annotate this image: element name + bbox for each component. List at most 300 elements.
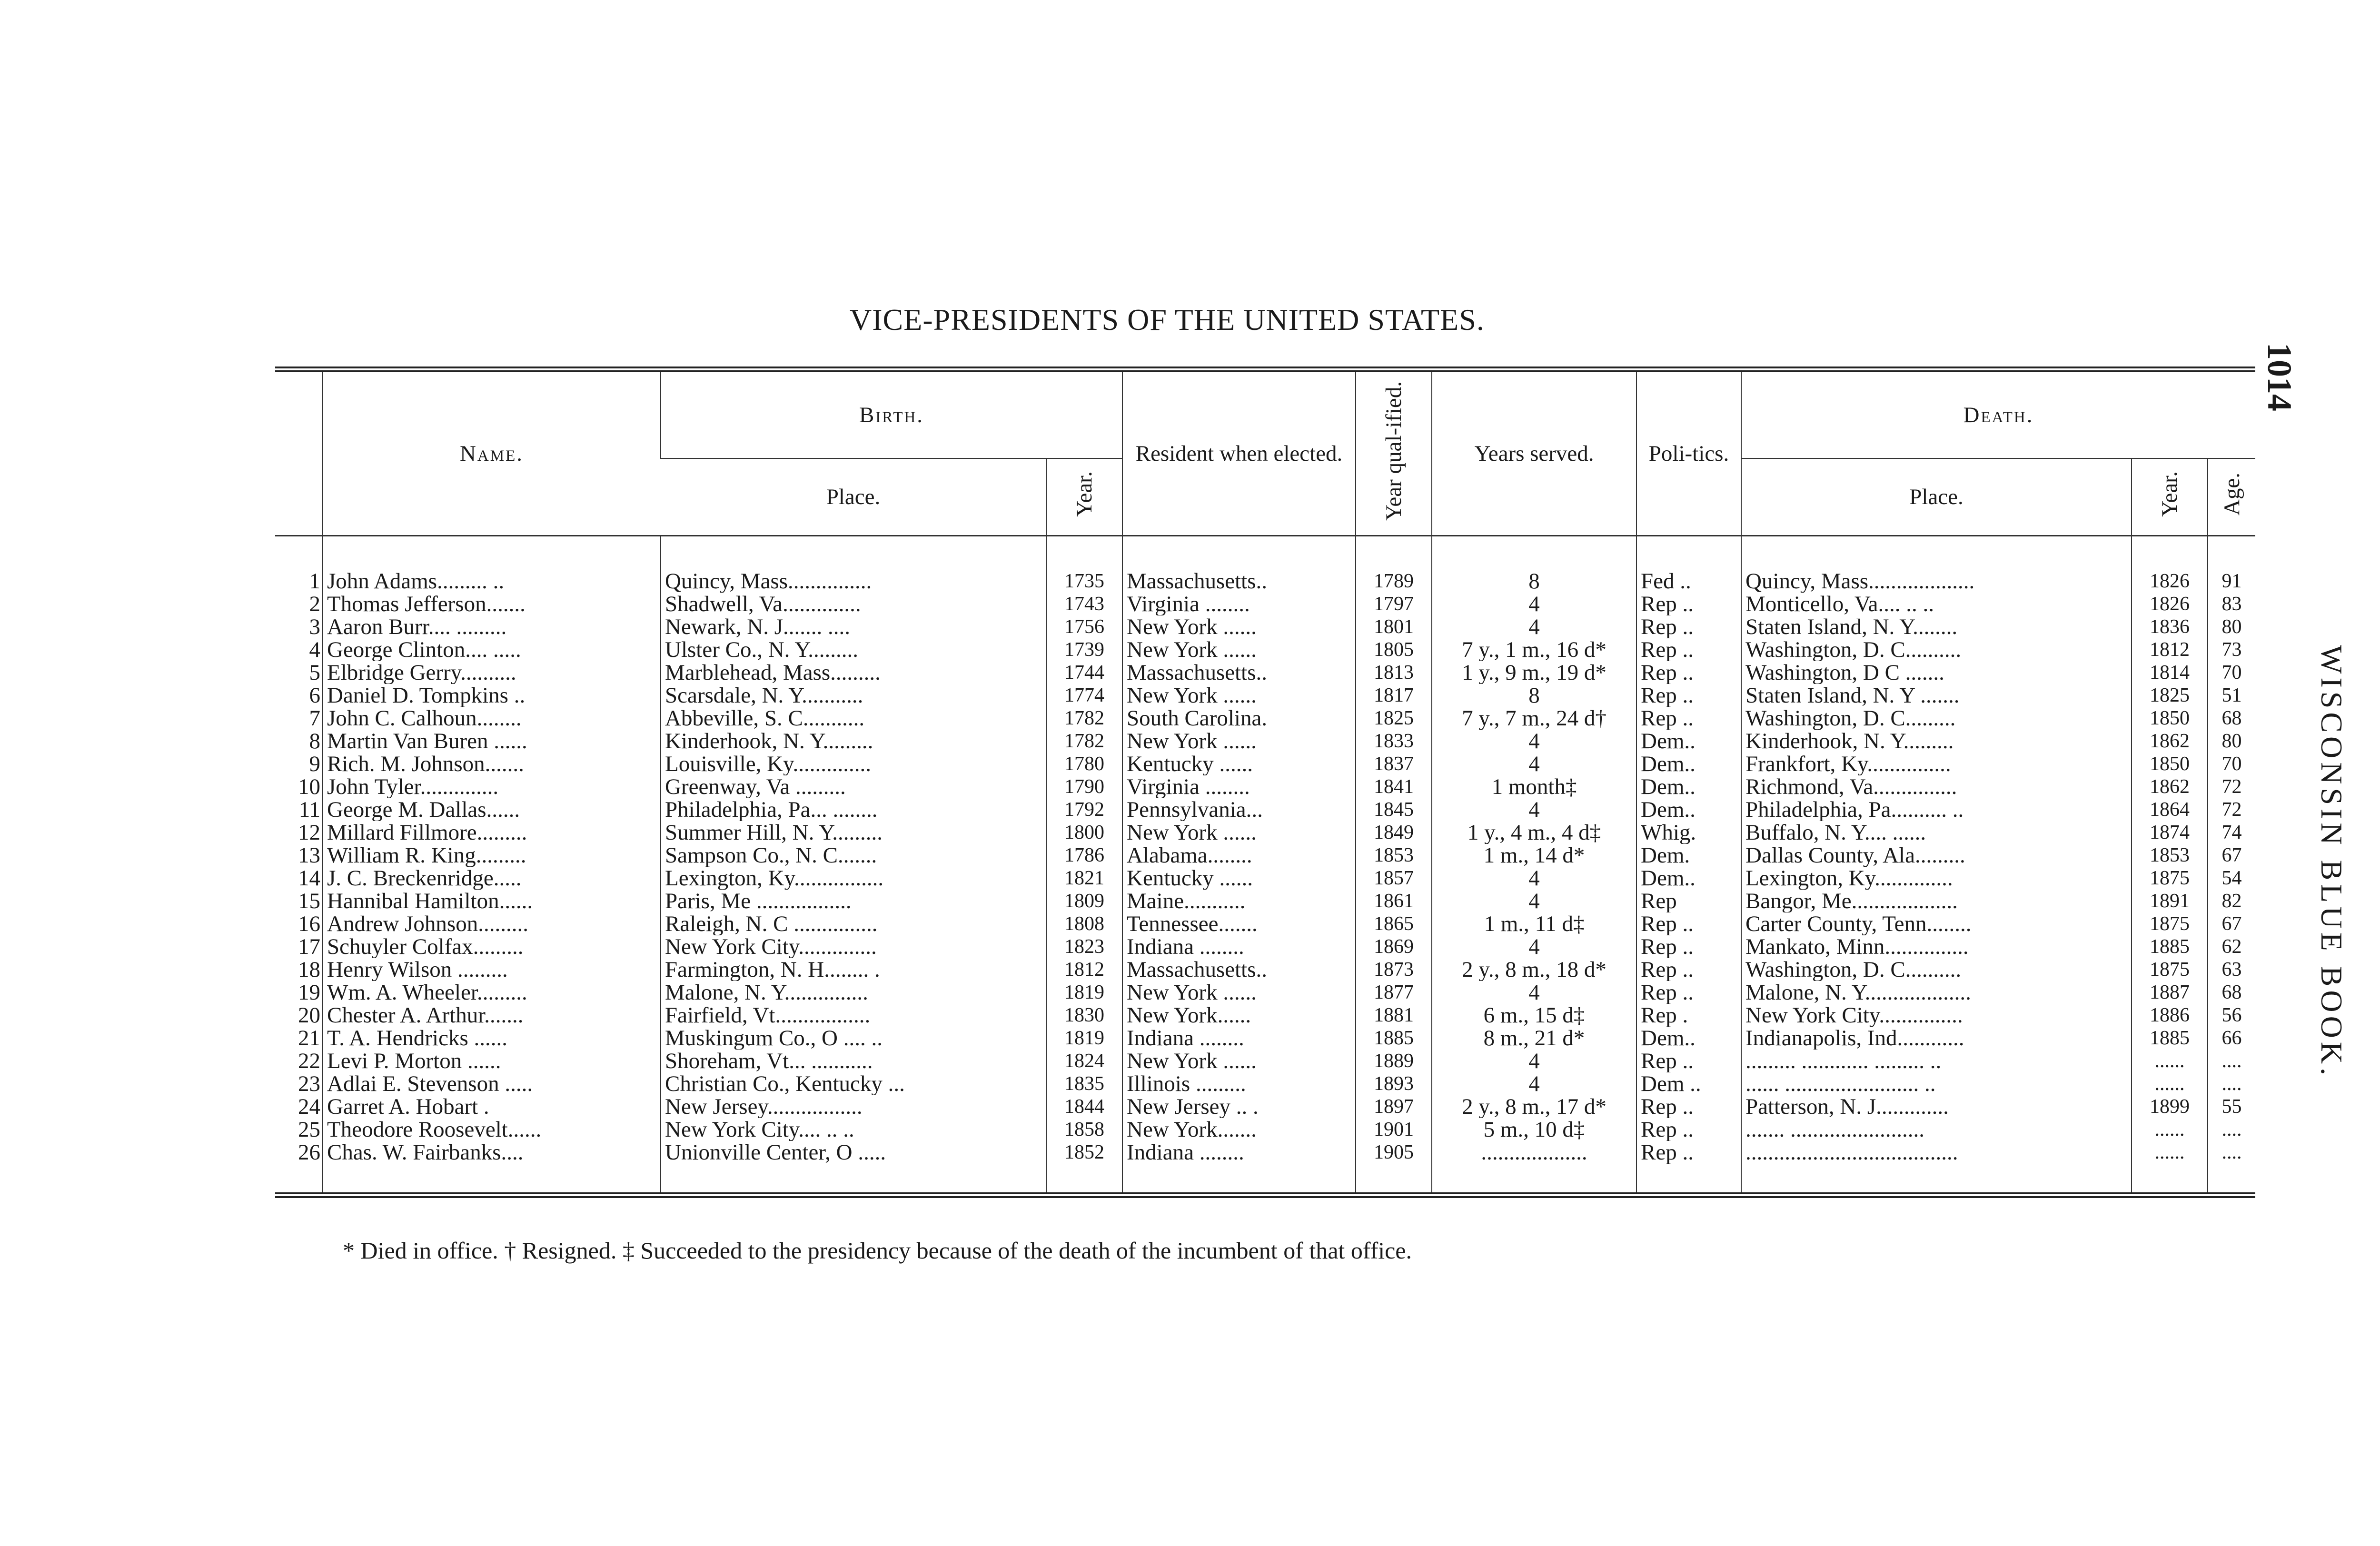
politics-cell: Dem.. [1636,753,1741,775]
death-place-cell: Mankato, Minn............... [1741,935,2132,958]
birth-year-cell: 1824 [1046,1050,1122,1072]
birth-place-cell: Christian Co., Kentucky ... [661,1072,1046,1095]
resident-cell: New York ...... [1122,821,1356,844]
death-place-cell: ....... ........................ [1741,1118,2132,1141]
death-age-cell: 70 [2208,661,2255,684]
death-year-cell: 1875 [2132,912,2208,935]
birth-place-cell: Ulster Co., N. Y......... [661,638,1046,661]
birth-place-cell: Malone, N. Y............... [661,981,1046,1004]
death-year-cell: 1887 [2132,981,2208,1004]
year-qualified-cell: 1861 [1356,890,1432,912]
name-header: Name. [323,369,661,536]
row-number: 17 [298,935,320,958]
politics-cell: Rep [1636,890,1741,912]
birth-year-cell: 1786 [1046,844,1122,867]
year-qualified-cell: 1845 [1356,798,1432,821]
death-header: Death. [1741,369,2255,458]
years-served-cell: 1 y., 4 m., 4 d‡ [1432,821,1636,844]
years-served-cell: 1 m., 11 d‡ [1432,912,1636,935]
table-row [275,707,2255,730]
row-number: 20 [298,1004,320,1027]
row-number: 4 [309,638,320,661]
death-place-cell: ...... ........................ .. [1741,1072,2132,1095]
death-place-cell: Philadelphia, Pa.......... .. [1741,798,2132,821]
politics-cell: Dem. [1636,844,1741,867]
years-served-cell: 4 [1432,615,1636,638]
row-number: 6 [309,684,320,707]
table-row [275,615,2255,638]
politics-cell: Rep . [1636,1004,1741,1027]
resident-cell: Indiana ........ [1122,1027,1356,1050]
year-qualified-cell: 1865 [1356,912,1432,935]
politics-cell: Dem.. [1636,775,1741,798]
name-cell: Daniel D. Tompkins .. [323,684,661,707]
year-qualified-cell: 1905 [1356,1141,1432,1195]
death-age-cell: 66 [2208,1027,2255,1050]
death-age-cell: .... [2208,1141,2255,1195]
row-number: 22 [298,1050,320,1072]
table-row [275,935,2255,958]
birth-year-cell: 1844 [1046,1095,1122,1118]
death-age-cell: 67 [2208,844,2255,867]
name-cell: Levi P. Morton ...... [323,1050,661,1072]
row-number: 26 [298,1141,320,1165]
resident-cell: South Carolina. [1122,707,1356,730]
resident-cell: Massachusetts.. [1122,661,1356,684]
birth-year-cell: 1743 [1046,593,1122,615]
resident-cell: Virginia ........ [1122,593,1356,615]
years-served-cell: 4 [1432,935,1636,958]
birth-place-cell: Summer Hill, N. Y......... [661,821,1046,844]
birth-year-cell: 1858 [1046,1118,1122,1141]
table-row [275,593,2255,615]
politics-cell: Rep .. [1636,1095,1741,1118]
resident-cell: New Jersey .. . [1122,1095,1356,1118]
death-place-cell: Quincy, Mass................... [1741,536,2132,593]
death-age-cell: 80 [2208,730,2255,753]
table-row [275,1050,2255,1072]
birth-place-cell: Raleigh, N. C ............... [661,912,1046,935]
resident-cell: Indiana ........ [1122,1141,1356,1195]
table-row [275,958,2255,981]
resident-cell: New York ...... [1122,1050,1356,1072]
year-qualified-cell: 1789 [1356,536,1432,593]
year-qualified-cell: 1853 [1356,844,1432,867]
name-cell: John Adams......... .. [323,536,661,593]
politics-cell: Rep .. [1636,1050,1741,1072]
death-year-cell: ...... [2132,1118,2208,1141]
resident-header: Resident when elected. [1122,369,1356,536]
row-number: 7 [309,707,320,730]
birth-year-cell: 1819 [1046,1027,1122,1050]
name-cell: Thomas Jefferson....... [323,593,661,615]
death-place-cell: Washington, D. C.......... [1741,638,2132,661]
birth-place-cell: Quincy, Mass............... [661,536,1046,593]
death-age-cell: 80 [2208,615,2255,638]
death-year-cell: 1886 [2132,1004,2208,1027]
row-number: 10 [298,775,320,798]
page-number: 1014 [2261,343,2299,411]
death-age-cell: 70 [2208,753,2255,775]
birth-place-cell: Lexington, Ky................ [661,867,1046,890]
resident-cell: Illinois ......... [1122,1072,1356,1095]
death-year-cell: 1814 [2132,661,2208,684]
row-number: 16 [298,912,320,935]
name-cell: George Clinton.... ..... [323,638,661,661]
birth-year-cell: 1823 [1046,935,1122,958]
death-age-cell: 51 [2208,684,2255,707]
death-place-cell: Patterson, N. J............. [1741,1095,2132,1118]
row-number: 19 [298,981,320,1004]
birth-place-cell: Fairfield, Vt................. [661,1004,1046,1027]
table-row [275,1095,2255,1118]
birth-place-cell: Sampson Co., N. C....... [661,844,1046,867]
death-place-cell: Monticello, Va.... .. .. [1741,593,2132,615]
death-place-cell: Bangor, Me................... [1741,890,2132,912]
table-row [275,981,2255,1004]
year-qualified-cell: 1893 [1356,1072,1432,1095]
birth-year-cell: 1735 [1046,536,1122,593]
death-place-cell: Washington, D. C......... [1741,707,2132,730]
table-row [275,912,2255,935]
name-cell: John C. Calhoun........ [323,707,661,730]
resident-cell: New York ...... [1122,684,1356,707]
year-qualified-cell: 1901 [1356,1118,1432,1141]
name-cell: William R. King......... [323,844,661,867]
death-age-cell: 68 [2208,981,2255,1004]
death-year-cell: 1874 [2132,821,2208,844]
name-cell: Garret A. Hobart . [323,1095,661,1118]
birth-place-cell: Unionville Center, O ..... [661,1141,1046,1195]
politics-cell: Rep .. [1636,615,1741,638]
politics-cell: Dem.. [1636,798,1741,821]
year-qualified-cell: 1869 [1356,935,1432,958]
table-row [275,638,2255,661]
resident-cell: Massachusetts.. [1122,958,1356,981]
birth-place-cell: Abbeville, S. C........... [661,707,1046,730]
birth-place-cell: Louisville, Ky.............. [661,753,1046,775]
death-place-cell: ......... ............ ......... .. [1741,1050,2132,1072]
politics-cell: Rep .. [1636,935,1741,958]
years-served-cell: 4 [1432,730,1636,753]
table-row [275,753,2255,775]
table-row [275,661,2255,684]
death-place-cell: Carter County, Tenn........ [1741,912,2132,935]
name-cell: Adlai E. Stevenson ..... [323,1072,661,1095]
death-year-cell: 1826 [2132,593,2208,615]
birth-year-cell: 1852 [1046,1141,1122,1195]
table-row [275,684,2255,707]
resident-cell: Pennsylvania... [1122,798,1356,821]
politics-cell: Rep .. [1636,1118,1741,1141]
name-cell: John Tyler.............. [323,775,661,798]
death-year-cell: 1850 [2132,753,2208,775]
year-qualified-cell: 1833 [1356,730,1432,753]
death-age-cell: 91 [2208,536,2255,593]
death-year-cell: ...... [2132,1072,2208,1095]
birth-place-cell: Paris, Me ................. [661,890,1046,912]
years-served-cell: 4 [1432,593,1636,615]
resident-cell: Alabama........ [1122,844,1356,867]
year-qualified-cell: 1805 [1356,638,1432,661]
row-number: 3 [309,615,320,638]
death-age-cell: 63 [2208,958,2255,981]
page-title: VICE-PRESIDENTS OF THE UNITED STATES. [850,303,1485,337]
birth-year-cell: 1830 [1046,1004,1122,1027]
resident-cell: New York...... [1122,1004,1356,1027]
years-served-cell: 1 y., 9 m., 19 d* [1432,661,1636,684]
name-cell: Henry Wilson ......... [323,958,661,981]
politics-cell: Rep .. [1636,958,1741,981]
vice-presidents-table [275,367,2255,1198]
birth-place-cell: Kinderhook, N. Y......... [661,730,1046,753]
death-year-cell: 1825 [2132,684,2208,707]
row-number: 9 [309,753,320,775]
resident-cell: Tennessee....... [1122,912,1356,935]
row-number-header [275,369,323,536]
death-place-cell: Kinderhook, N. Y......... [1741,730,2132,753]
death-year-cell: 1853 [2132,844,2208,867]
resident-cell: New York ...... [1122,981,1356,1004]
table-row [275,1072,2255,1095]
years-served-cell: 7 y., 7 m., 24 d† [1432,707,1636,730]
death-place-cell: Staten Island, N. Y ....... [1741,684,2132,707]
birth-year-cell: 1835 [1046,1072,1122,1095]
birth-year-cell: 1812 [1046,958,1122,981]
year-qualified-cell: 1885 [1356,1027,1432,1050]
birth-year-cell: 1756 [1046,615,1122,638]
name-cell: Schuyler Colfax......... [323,935,661,958]
name-cell: Hannibal Hamilton...... [323,890,661,912]
row-number: 14 [298,867,320,890]
death-year-cell: 1850 [2132,707,2208,730]
death-year-cell: 1836 [2132,615,2208,638]
death-place-cell: Indianapolis, Ind............ [1741,1027,2132,1050]
birth-year-cell: 1782 [1046,730,1122,753]
years-served-cell: 4 [1432,1050,1636,1072]
year-qualified-header: Year qual-ified. [1356,369,1432,536]
book-title: WISCONSIN BLUE BOOK. [2315,645,2349,1079]
year-qualified-cell: 1801 [1356,615,1432,638]
years-served-cell: 1 month‡ [1432,775,1636,798]
death-place-cell: Richmond, Va............... [1741,775,2132,798]
table-row [275,1118,2255,1141]
birth-year-cell: 1782 [1046,707,1122,730]
death-place-cell: Lexington, Ky.............. [1741,867,2132,890]
death-age-cell: 68 [2208,707,2255,730]
row-number: 23 [298,1072,320,1095]
row-number: 12 [298,821,320,844]
birth-place-cell: Farmington, N. H........ . [661,958,1046,981]
years-served-header: Years served. [1432,369,1636,536]
birth-place-cell: Shoreham, Vt... ........... [661,1050,1046,1072]
years-served-cell: ................... [1432,1141,1636,1195]
year-qualified-cell: 1857 [1356,867,1432,890]
birth-header: Birth. [661,369,1122,458]
years-served-cell: 6 m., 15 d‡ [1432,1004,1636,1027]
death-place-cell: Frankfort, Ky............... [1741,753,2132,775]
death-age-cell: 73 [2208,638,2255,661]
death-year-cell: 1812 [2132,638,2208,661]
death-age-cell: .... [2208,1050,2255,1072]
row-number: 18 [298,958,320,981]
death-year-cell: ...... [2132,1050,2208,1072]
name-cell: Andrew Johnson......... [323,912,661,935]
birth-place-cell: Greenway, Va ......... [661,775,1046,798]
politics-header: Poli-tics. [1636,369,1741,536]
death-age-cell: 56 [2208,1004,2255,1027]
death-year-cell: 1862 [2132,775,2208,798]
birth-year-cell: 1792 [1046,798,1122,821]
politics-cell: Rep .. [1636,912,1741,935]
name-cell: Martin Van Buren ...... [323,730,661,753]
politics-cell: Dem .. [1636,1072,1741,1095]
resident-cell: Massachusetts.. [1122,536,1356,593]
years-served-cell: 5 m., 10 d‡ [1432,1118,1636,1141]
death-age-cell: 82 [2208,890,2255,912]
name-cell: Wm. A. Wheeler......... [323,981,661,1004]
name-cell: Theodore Roosevelt...... [323,1118,661,1141]
table-row [275,867,2255,890]
table-body [275,536,2255,1196]
politics-cell: Rep .. [1636,684,1741,707]
row-number: 21 [298,1027,320,1050]
table-row [275,1141,2255,1195]
resident-cell: Kentucky ...... [1122,753,1356,775]
years-served-cell: 2 y., 8 m., 17 d* [1432,1095,1636,1118]
table-row [275,1027,2255,1050]
death-age-cell: 74 [2208,821,2255,844]
politics-cell: Dem.. [1636,1027,1741,1050]
death-place-cell: New York City............... [1741,1004,2132,1027]
name-cell: Millard Fillmore......... [323,821,661,844]
years-served-cell: 4 [1432,981,1636,1004]
year-qualified-cell: 1873 [1356,958,1432,981]
politics-cell: Dem.. [1636,867,1741,890]
politics-cell: Rep .. [1636,981,1741,1004]
years-served-cell: 4 [1432,1072,1636,1095]
table-row [275,844,2255,867]
birth-place-cell: Marblehead, Mass......... [661,661,1046,684]
years-served-cell: 4 [1432,753,1636,775]
resident-cell: New York ...... [1122,638,1356,661]
year-qualified-cell: 1877 [1356,981,1432,1004]
year-qualified-cell: 1881 [1356,1004,1432,1027]
year-qualified-cell: 1813 [1356,661,1432,684]
table-row [275,775,2255,798]
death-year-cell: 1885 [2132,935,2208,958]
table-row [275,536,2255,593]
death-place-cell: ...................................... [1741,1141,2132,1195]
death-year-cell: 1891 [2132,890,2208,912]
years-served-cell: 8 [1432,536,1636,593]
birth-year-cell: 1808 [1046,912,1122,935]
name-cell: T. A. Hendricks ...... [323,1027,661,1050]
death-year-cell: 1875 [2132,958,2208,981]
death-year-cell: 1885 [2132,1027,2208,1050]
politics-cell: Dem.. [1636,730,1741,753]
years-served-cell: 8 m., 21 d* [1432,1027,1636,1050]
table-row [275,821,2255,844]
row-number: 2 [309,593,320,615]
death-age-cell: 72 [2208,775,2255,798]
year-qualified-cell: 1849 [1356,821,1432,844]
year-qualified-cell: 1897 [1356,1095,1432,1118]
birth-place-cell: New York City.... .. .. [661,1118,1046,1141]
table-row [275,890,2255,912]
row-number: 15 [298,890,320,912]
resident-cell: Indiana ........ [1122,935,1356,958]
death-age-cell: .... [2208,1072,2255,1095]
row-number: 11 [298,798,320,821]
resident-cell: New York ...... [1122,615,1356,638]
politics-cell: Rep .. [1636,661,1741,684]
politics-cell: Whig. [1636,821,1741,844]
birth-place-cell: Philadelphia, Pa... ........ [661,798,1046,821]
years-served-cell: 8 [1432,684,1636,707]
politics-cell: Rep .. [1636,638,1741,661]
name-cell: Chester A. Arthur....... [323,1004,661,1027]
death-year-header: Year. [2132,458,2208,536]
table-row [275,1004,2255,1027]
row-number: 5 [309,661,320,684]
birth-year-cell: 1780 [1046,753,1122,775]
death-place-cell: Washington, D. C.......... [1741,958,2132,981]
year-qualified-cell: 1825 [1356,707,1432,730]
name-cell: Aaron Burr.... ......... [323,615,661,638]
years-served-cell: 1 m., 14 d* [1432,844,1636,867]
politics-cell: Rep .. [1636,1141,1741,1195]
death-year-cell: 1862 [2132,730,2208,753]
resident-cell: Virginia ........ [1122,775,1356,798]
resident-cell: New York ...... [1122,730,1356,753]
birth-year-cell: 1821 [1046,867,1122,890]
year-qualified-cell: 1837 [1356,753,1432,775]
name-cell: Chas. W. Fairbanks.... [323,1141,661,1195]
years-served-cell: 4 [1432,890,1636,912]
politics-cell: Rep .. [1636,707,1741,730]
years-served-cell: 4 [1432,798,1636,821]
birth-place-header: Place. [826,485,881,509]
year-qualified-cell: 1889 [1356,1050,1432,1072]
birth-year-cell: 1819 [1046,981,1122,1004]
death-year-cell: 1864 [2132,798,2208,821]
birth-place-cell: Newark, N. J....... .... [661,615,1046,638]
death-year-cell: 1826 [2132,536,2208,593]
birth-year-cell: 1790 [1046,775,1122,798]
birth-year-cell: 1809 [1046,890,1122,912]
name-cell: Rich. M. Johnson....... [323,753,661,775]
resident-cell: New York....... [1122,1118,1356,1141]
politics-cell: Rep .. [1636,593,1741,615]
birth-year-cell: 1800 [1046,821,1122,844]
death-age-cell: 67 [2208,912,2255,935]
year-qualified-cell: 1841 [1356,775,1432,798]
years-served-cell: 7 y., 1 m., 16 d* [1432,638,1636,661]
resident-cell: Kentucky ...... [1122,867,1356,890]
footnote: * Died in office. † Resigned. ‡ Succeeded to the presidency because of the death of the incumbent of that office. [343,1237,1412,1264]
death-age-header: Age. [2208,458,2255,536]
death-year-cell: 1899 [2132,1095,2208,1118]
death-age-cell: 72 [2208,798,2255,821]
birth-year-header: Year. [1046,458,1122,536]
birth-year-cell: 1744 [1046,661,1122,684]
death-place-cell: Buffalo, N. Y.... ...... [1741,821,2132,844]
death-year-cell: 1875 [2132,867,2208,890]
birth-year-cell: 1774 [1046,684,1122,707]
birth-place-cell: New Jersey................. [661,1095,1046,1118]
row-number: 8 [309,730,320,753]
